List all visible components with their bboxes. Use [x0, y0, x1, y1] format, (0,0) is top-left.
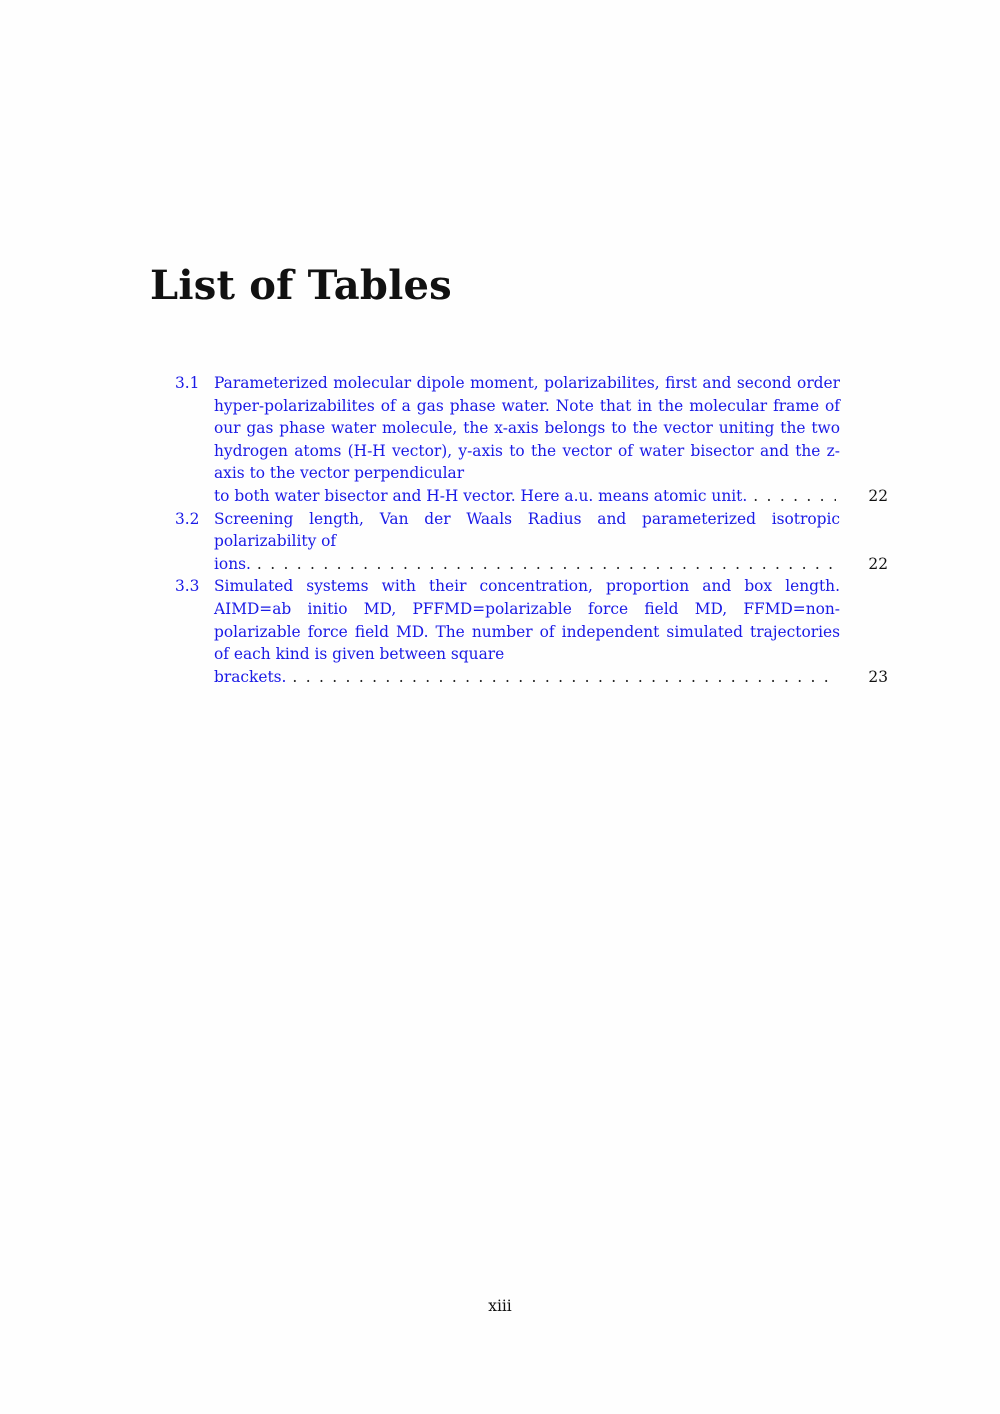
- entry-caption-tail[interactable]: to both water bisector and H-H vector. Here a.u. means atomic unit.: [214, 486, 748, 505]
- dot-leader: [292, 666, 836, 689]
- table-entry-3-1[interactable]: [150, 372, 895, 508]
- dot-leader: [753, 485, 836, 508]
- entry-caption-tail[interactable]: ions.: [214, 554, 251, 573]
- entry-last-line: [214, 666, 840, 689]
- page-title: List of Tables: [150, 262, 452, 309]
- table-entry-3-2[interactable]: [150, 508, 895, 576]
- entry-last-line: [214, 553, 840, 576]
- entry-number[interactable]: 3.1: [175, 374, 200, 392]
- entry-page-number: 22: [868, 554, 888, 573]
- entry-page-number: 22: [868, 486, 888, 505]
- entry-caption[interactable]: Screening length, Van der Waals Radius and parameterized isotropic polarizability of: [214, 509, 840, 551]
- entry-number[interactable]: 3.3: [175, 577, 200, 596]
- entry-caption-tail[interactable]: brackets.: [214, 667, 287, 686]
- entry-number[interactable]: 3.2: [175, 509, 200, 528]
- list-of-tables: [150, 372, 895, 688]
- dot-leader: [257, 553, 836, 576]
- entry-caption[interactable]: Simulated systems with their concentration, proportion and box length. AIMD=ab initio MD, PFFMD=polarizable force field MD, FFMD=non-polarizable force field MD. The number of independent simulated trajectories of each kind is given between square: [214, 577, 840, 664]
- entry-caption[interactable]: Parameterized molecular dipole moment, polarizabilites, first and second order hyper-polarizabilites of a gas phase water. Note that in the molecular frame of our gas phase water molecule, the x-axis belongs to the vector uniting the two hydrogen atoms (H-H vector), y-axis to the vector of water bisector and the z-axis to the vector perpendicular: [214, 374, 840, 483]
- entry-page-number: 23: [868, 667, 888, 686]
- entry-last-line: [214, 485, 840, 508]
- page-folio: xiii: [488, 1297, 512, 1315]
- table-entry-3-3[interactable]: [150, 575, 895, 688]
